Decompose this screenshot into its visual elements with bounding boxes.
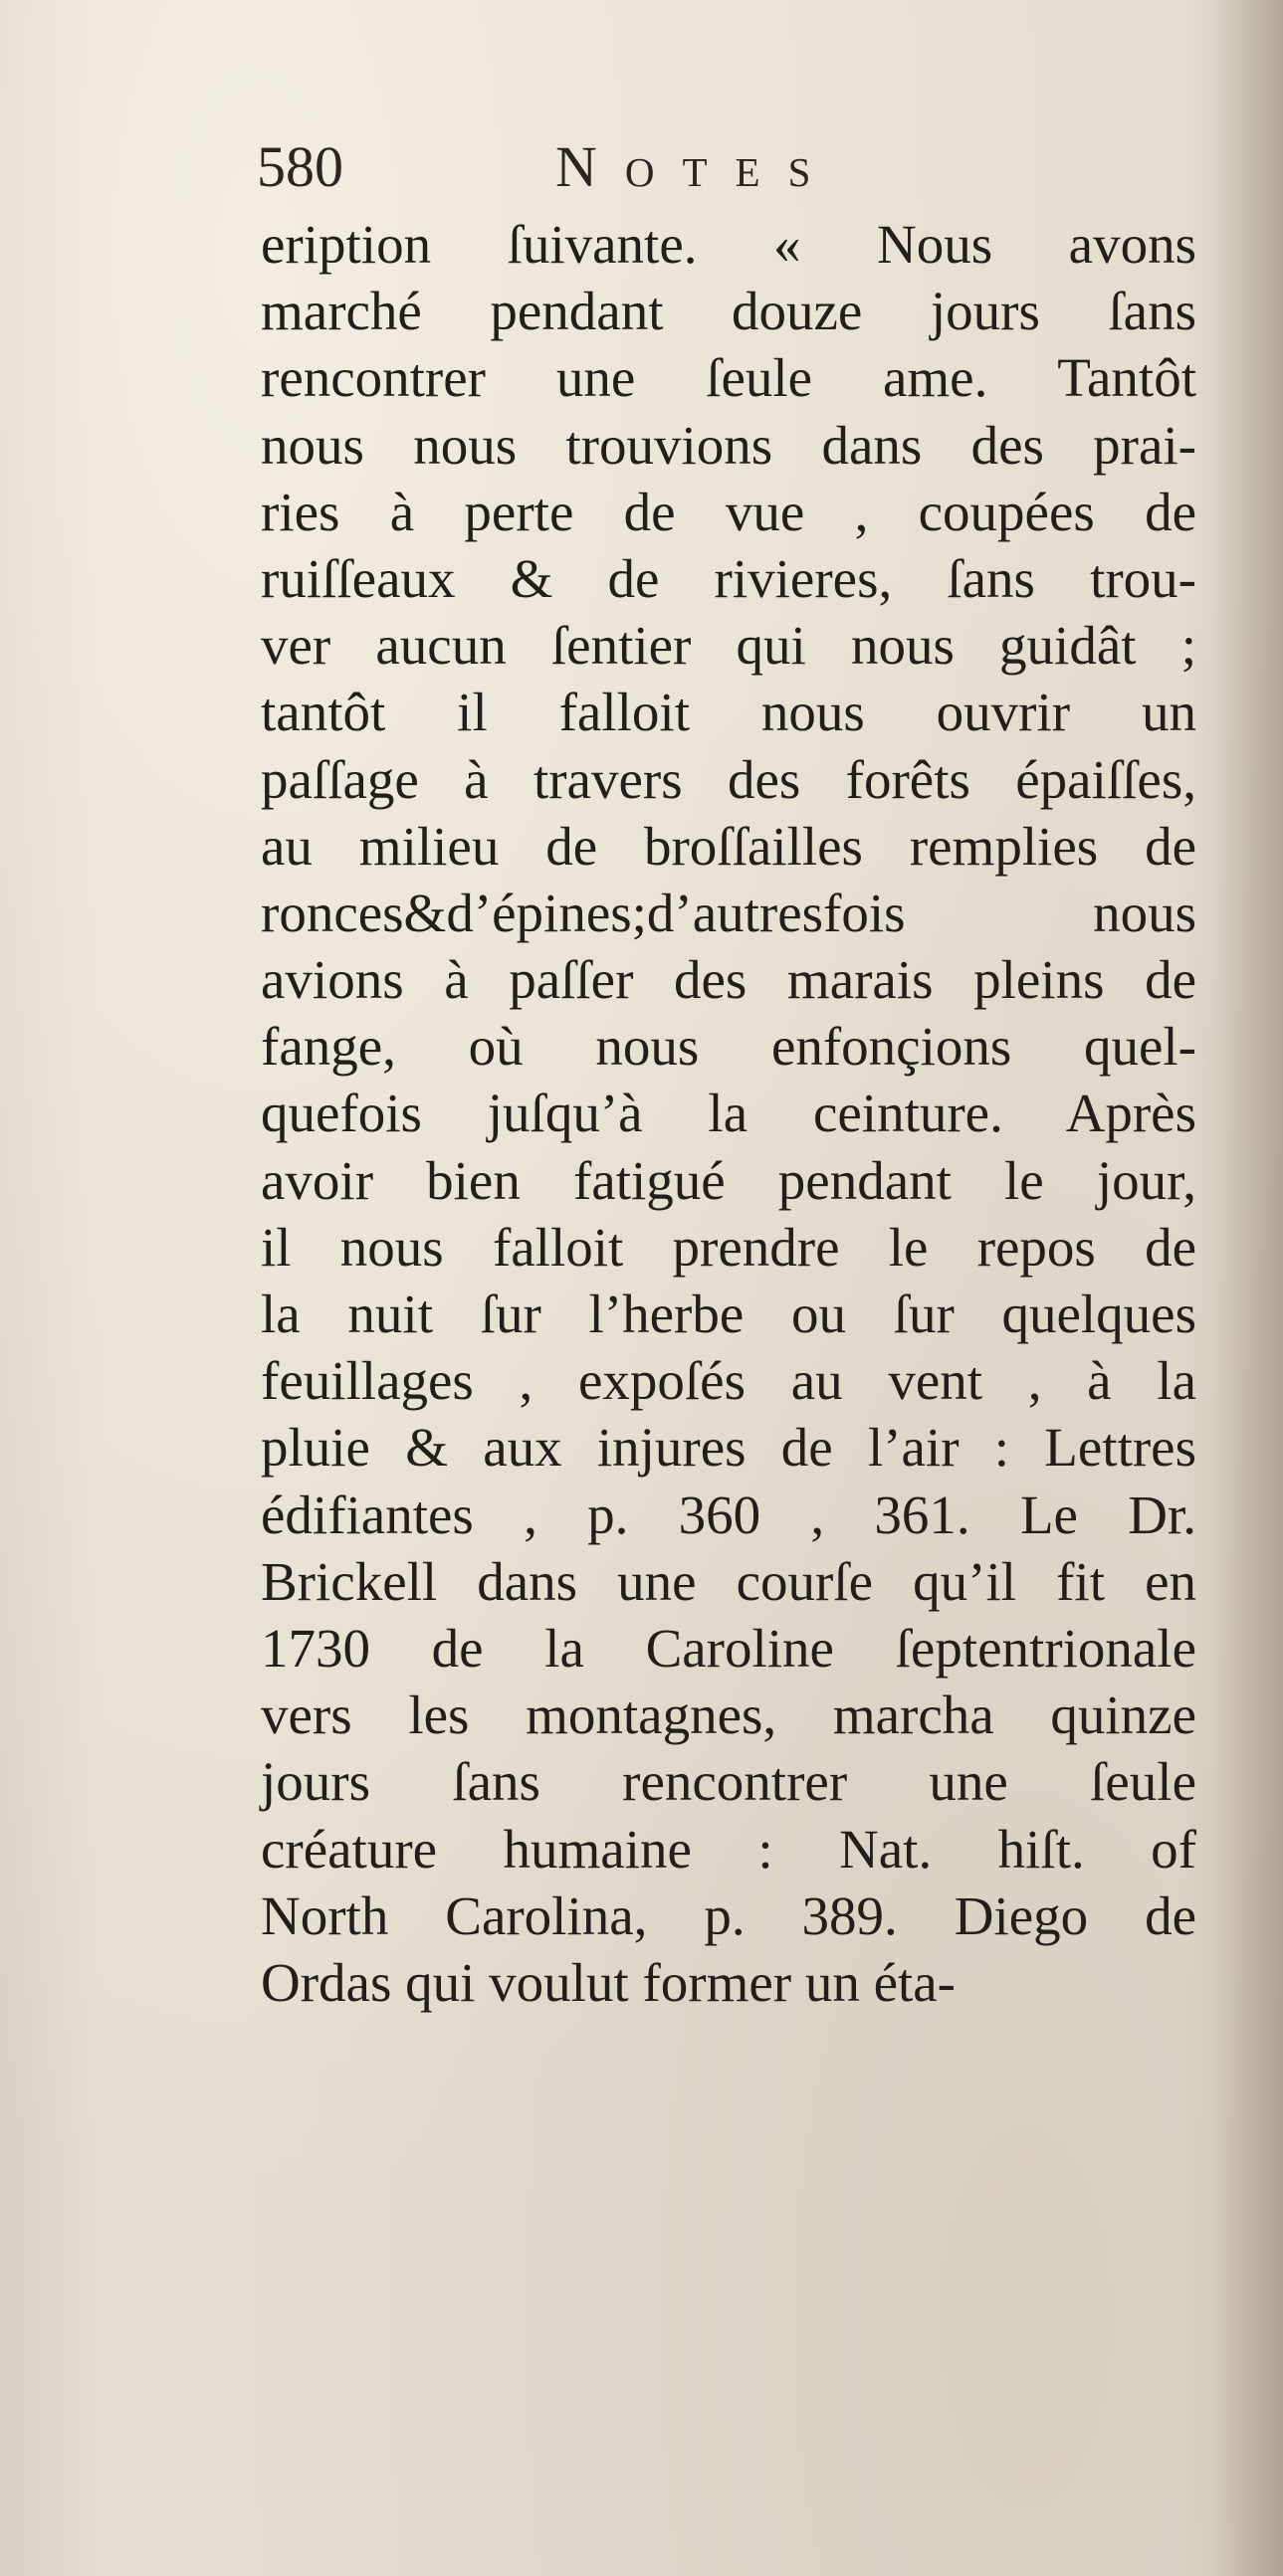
text-line: créature humaine : Nat. hiſt. of bbox=[261, 1818, 1196, 1880]
text-line: eription ſuivante. « Nous avons bbox=[261, 214, 1196, 275]
text-line: paſſage à travers des forêts épaiſſes, bbox=[261, 748, 1196, 810]
text-line: ronces&d’épines;d’autresfois nous bbox=[261, 882, 1196, 943]
text-line: quefois juſqu’à la ceinture. Après bbox=[261, 1083, 1196, 1144]
text-line: Brickell dans une courſe qu’il fit en bbox=[261, 1550, 1196, 1612]
text-line: ries à perte de vue , coupées de bbox=[261, 481, 1196, 542]
text-line: ruiſſeaux & de rivieres, ſans trou- bbox=[261, 547, 1196, 609]
text-line: vers les montagnes, marcha quinze bbox=[261, 1684, 1196, 1746]
text-line: pluie & aux injures de l’air : Lettres bbox=[261, 1417, 1196, 1479]
text-line: ver aucun ſentier qui nous guidât ; bbox=[261, 615, 1196, 677]
text-line: avoir bien fatigué pendant le jour, bbox=[261, 1149, 1196, 1211]
text-line: avions à paſſer des marais pleins de bbox=[261, 949, 1196, 1011]
text-line: marché pendant douze jours ſans bbox=[261, 281, 1196, 342]
body-text bbox=[261, 211, 1196, 2016]
running-head: Notes bbox=[555, 134, 839, 199]
page-number: 580 bbox=[257, 134, 343, 199]
text-line: feuillages , expoſés au vent , à la bbox=[261, 1350, 1196, 1412]
text-line: au milieu de broſſailles remplies de bbox=[261, 815, 1196, 877]
text-line: édifiantes , p. 360 , 361. Le Dr. bbox=[261, 1484, 1196, 1545]
text-line: la nuit ſur l’herbe ou ſur quelques bbox=[261, 1284, 1196, 1344]
text-line: jours ſans rencontrer une ſeule bbox=[261, 1751, 1196, 1813]
text-line: nous nous trouvions dans des prai- bbox=[261, 414, 1196, 476]
text-line: rencontrer une ſeule ame. Tantôt bbox=[261, 347, 1196, 409]
page-gutter-shadow bbox=[1213, 0, 1283, 2576]
text-line: fange, où nous enfonçions quel- bbox=[261, 1016, 1196, 1078]
text-line: il nous falloit prendre le repos de bbox=[261, 1216, 1196, 1278]
text-line: Ordas qui voulut former un éta- bbox=[261, 1951, 957, 2013]
text-line: North Carolina, p. 389. Diego de bbox=[261, 1884, 1196, 1946]
text-line: 1730 de la Caroline ſeptentrionale bbox=[261, 1617, 1196, 1679]
page-header bbox=[257, 127, 1033, 207]
text-line: tantôt il falloit nous ouvrir un bbox=[261, 682, 1196, 743]
